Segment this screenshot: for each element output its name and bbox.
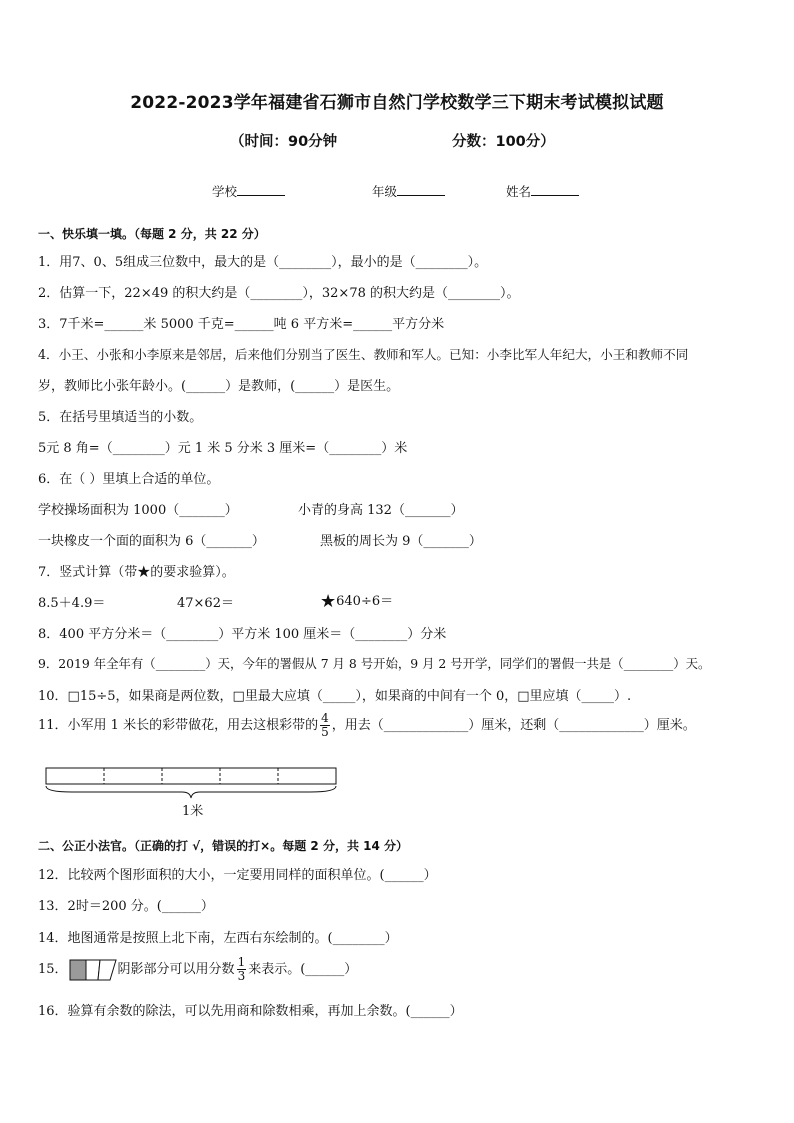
question-13: 13．2时＝200 分。(______） — [38, 899, 214, 914]
school-field[interactable] — [212, 182, 285, 200]
fraction-numerator: 1 — [237, 955, 246, 969]
question-7-item-c — [320, 590, 393, 612]
grade-field[interactable] — [372, 182, 445, 200]
question-7-item-c-text: 640÷6＝ — [336, 594, 394, 609]
fraction-numerator: 4 — [321, 711, 329, 725]
question-4-line1: 4．小王、小张和小李原来是邻居，后来他们分别当了医生、教师和军人。已知：小李比军人年纪大，小王和教师不同 — [38, 347, 689, 362]
question-5: 5．在括号里填适当的小数。 — [38, 410, 203, 425]
question-11 — [38, 712, 696, 739]
question-16: 16．验算有余数的除法，可以先用商和除数相乘，再加上余数。(______） — [38, 1004, 463, 1019]
question-7-item-b: 47×62＝ — [177, 596, 234, 611]
fraction-four-fifths — [320, 712, 330, 739]
question-1: 1．用7、0、5组成三位数中，最大的是（________），最小的是（________）。 — [38, 255, 488, 270]
question-6-item-b: 小青的身高 132（_______） — [298, 503, 464, 518]
question-11-pre: 11．小军用 1 米长的彩带做花，用去这根彩带的 — [38, 718, 319, 733]
question-7-item-a: 8.5＋4.9＝ — [38, 596, 106, 611]
question-14: 14．地图通常是按照上北下南，左西右东绘制的。(________） — [38, 931, 398, 946]
question-8: 8．400 平方分米＝（________）平方米 100 厘米＝（________）分米 — [38, 627, 447, 642]
ribbon-bar — [46, 768, 336, 784]
question-6-item-c: 一块橡皮一个面的面积为 6（_______） — [38, 534, 265, 549]
school-blank[interactable] — [237, 183, 285, 196]
shaded-figure — [68, 958, 118, 982]
name-label: 姓名 — [506, 184, 532, 199]
name-blank[interactable] — [531, 183, 579, 196]
question-6-item-a: 学校操场面积为 1000（_______） — [38, 503, 238, 518]
question-3: 3．7千米=______米 5000 千克=______吨 6 平方米=______平方分米 — [38, 317, 445, 332]
ribbon-brace — [46, 786, 336, 798]
school-label: 学校 — [212, 184, 238, 199]
question-10: 10．□15÷5，如果商是两位数，□里最大应填（_____），如果商的中间有一个 0，□里应填（_____）. — [38, 689, 632, 704]
fraction-one-third — [237, 956, 247, 983]
question-15-pre: 15． — [38, 962, 68, 977]
question-6-item-d: 黑板的周长为 9（_______） — [320, 534, 482, 549]
star-icon: ★ — [320, 591, 337, 612]
fraction-denominator: 3 — [237, 969, 246, 983]
exam-time: （时间：90分钟 — [230, 134, 338, 150]
exam-score: 分数：100分） — [452, 134, 555, 150]
question-6: 6．在（ ）里填上合适的单位。 — [38, 472, 220, 487]
question-7: 7．竖式计算（带★的要求验算）。 — [38, 565, 235, 580]
shaded-part — [70, 960, 86, 980]
question-11-post: ，用去（_____________）厘米，还剩（_____________）厘米。 — [331, 718, 696, 733]
grade-label: 年级 — [372, 184, 398, 199]
question-12: 12．比较两个图形面积的大小，一定要用同样的面积单位。(______） — [38, 868, 437, 883]
fraction-denominator: 5 — [321, 725, 329, 739]
question-9: 9．2019 年全年有（________）天，今年的署假从 7 月 8 号开始，9 月 2 号开学，同学们的署假一共是（________）天。 — [38, 656, 711, 671]
question-15-post: 来表示。(______） — [248, 962, 358, 977]
ribbon-length-label: 1米 — [182, 804, 204, 819]
question-15 — [38, 956, 357, 983]
section1-title: 一、快乐填一填。（每题 2 分，共 22 分） — [38, 227, 266, 241]
question-4-line2: 岁，教师比小张年龄小。(______）是教师，(______）是医生。 — [38, 379, 400, 394]
question-2: 2．估算一下，22×49 的积大约是（________），32×78 的积大约是（________）。 — [38, 286, 520, 301]
unshaded-part — [98, 960, 116, 980]
page-title: 2022-2023学年福建省石狮市自然门学校数学三下期末考试模拟试题 — [130, 93, 664, 113]
section2-title: 二、公正小法官。（正确的打 √，错误的打×。每题 2 分，共 14 分） — [38, 839, 408, 853]
question-5-items: 5元 8 角=（________）元 1 米 5 分米 3 厘米=（________）米 — [38, 441, 408, 456]
name-field[interactable] — [506, 182, 579, 200]
question-15-mid: 阴影部分可以用分数 — [117, 962, 235, 977]
grade-blank[interactable] — [397, 183, 445, 196]
